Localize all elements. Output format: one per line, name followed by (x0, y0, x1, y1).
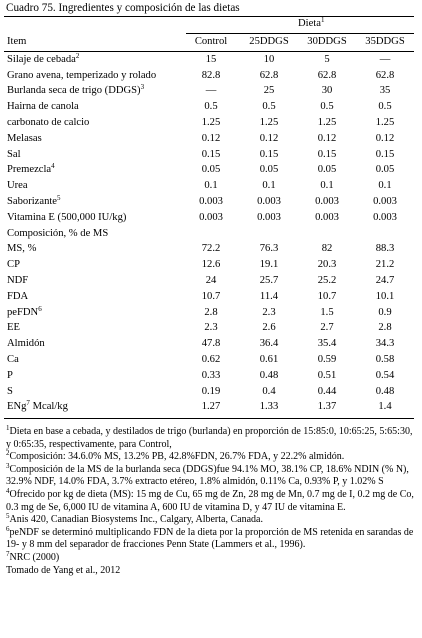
table-cell: 0.62 (201, 354, 221, 366)
table-cell: 1.27 (201, 401, 221, 413)
table-cell: 2.7 (320, 322, 334, 334)
table-cell: — (379, 53, 391, 65)
table-cell: 0.15 (259, 148, 279, 160)
table-cell: 0.4 (262, 385, 276, 397)
footnote (6, 524, 414, 552)
row-label (4, 99, 182, 115)
table-cell: 2.3 (262, 306, 276, 318)
table-row (4, 52, 414, 68)
table-cell: 0.1 (262, 180, 276, 192)
row-label-sup: 7 (26, 399, 30, 408)
table-row (4, 194, 414, 210)
table-cell: 1.25 (375, 117, 395, 129)
table-cell: 20.3 (317, 259, 337, 271)
table-cell: 35.4 (317, 338, 337, 350)
footnote-marker: 7 (6, 549, 10, 558)
table-cell: 88.3 (375, 243, 395, 255)
table-cell: 0.003 (257, 211, 281, 223)
table-cell: 0.003 (199, 211, 223, 223)
table-cell: 19.1 (259, 259, 279, 271)
row-label-sup: 6 (38, 304, 42, 313)
table-cell: 0.15 (375, 148, 395, 160)
row-label-text: Burlanda seca de trigo (DDGS) (7, 85, 141, 97)
table-cell: 62.8 (259, 69, 279, 81)
table-cell (240, 226, 298, 242)
footnote-marker: 1 (6, 424, 10, 432)
row-label (4, 400, 182, 416)
table-row (4, 99, 414, 115)
table-cell: 82.8 (201, 69, 221, 81)
row-label-text: Urea (7, 180, 28, 192)
table-cell: 0.33 (201, 369, 221, 381)
row-label (4, 115, 182, 131)
table-cell: 0.59 (317, 354, 337, 366)
table-cell: 0.61 (259, 354, 279, 366)
footnote-marker: 4 (6, 486, 10, 495)
table-cell: 1.5 (320, 306, 334, 318)
column-header-30ddgs: 30DDGS (307, 35, 347, 47)
table-cell: 0.003 (315, 211, 339, 223)
row-label-text: P (7, 369, 13, 381)
row-label (4, 194, 182, 210)
table-cell: 1.33 (259, 401, 279, 413)
table-cell: 0.003 (199, 196, 223, 208)
footnote-marker: 3 (6, 461, 10, 470)
table-cell: 34.3 (375, 338, 395, 350)
column-header-row (4, 34, 414, 50)
footnote (6, 451, 414, 464)
table-cell: 1.4 (378, 401, 392, 413)
group-header-sup: 1 (320, 16, 325, 24)
table-cell: 2.8 (204, 306, 218, 318)
table-cell: 25.7 (259, 275, 279, 287)
table-cell: 0.1 (320, 180, 334, 192)
table-cell: 30 (321, 85, 333, 97)
group-header-label: Dieta (298, 18, 321, 29)
row-label (4, 210, 182, 226)
table-cell: 0.12 (375, 132, 395, 144)
row-label (4, 384, 182, 400)
table-cell: 0.003 (315, 196, 339, 208)
table-row (4, 289, 414, 305)
row-label (4, 305, 182, 321)
table-row (4, 273, 414, 289)
table-cell: 62.8 (317, 69, 337, 81)
table-cell: 0.003 (257, 196, 281, 208)
row-label-text: MS, % (7, 243, 37, 255)
footnotes (6, 426, 414, 577)
footnote-text: Dieta en base a cebada, y destilados de trigo (burlanda) en proporción de 15:85:0, 10:65:25, 5:65:30, y 0:65:35, respectivamente, para Control, (6, 426, 413, 450)
row-label-text: Premezcla (7, 164, 52, 176)
footnote (6, 461, 414, 489)
table-cell: 0.12 (201, 132, 221, 144)
table-cell: 0.15 (201, 148, 221, 160)
row-label-sup: 3 (140, 83, 145, 92)
row-label (4, 273, 182, 289)
row-label-sup: 4 (51, 162, 55, 171)
data-table (4, 52, 414, 415)
row-label-suffix: Mcal/kg (29, 401, 68, 413)
footnote (6, 426, 414, 451)
row-label-text: FDA (7, 290, 29, 302)
row-label-sup: 2 (75, 51, 80, 60)
footnote-marker: 2 (6, 449, 10, 458)
table-row (4, 210, 414, 226)
table-row (4, 321, 414, 337)
table-cell: 0.05 (259, 164, 279, 176)
row-label-sup: 5 (57, 194, 61, 203)
table-cell: 25 (263, 85, 275, 97)
table-cell: 62.8 (375, 69, 395, 81)
footnote-text: peNDF se determinó multiplicando FDN de la dieta por la proporción de MS retenida en sarandas de 19- y 8 mm del separador de fracciones Penn State (Lammers et al., 1996). (6, 526, 414, 551)
column-header-25ddgs: 25DDGS (249, 35, 289, 47)
footnote-text: Tomado de Yang et al., 2012 (6, 564, 121, 576)
table-cell: 24.7 (375, 275, 395, 287)
table-cell: 0.1 (378, 180, 392, 192)
table-cell: 12.6 (201, 259, 221, 271)
table-cell: 0.15 (317, 148, 337, 160)
table-cell: 5 (324, 53, 330, 65)
table-cell: 0.5 (262, 101, 276, 113)
table-row (4, 352, 414, 368)
row-label (4, 163, 182, 179)
footnote-text: Composición: 34.6.0% MS, 13.2% PB, 42.8%FDN, 26.7% FDA, y 22.2% almidón. (9, 451, 345, 463)
row-label (4, 84, 182, 100)
header-table (4, 34, 414, 50)
row-label (4, 336, 182, 352)
table-cell: 0.51 (317, 369, 337, 381)
table-row (4, 147, 414, 163)
row-label-text: Hairna de canola (7, 101, 79, 113)
group-header (298, 18, 324, 29)
table-cell: 0.44 (317, 385, 337, 397)
column-header-control: Control (194, 35, 228, 47)
row-label-text: Vitamina E (500,000 IU/kg) (7, 211, 127, 223)
row-label (4, 147, 182, 163)
table-cell: 0.58 (375, 354, 395, 366)
table-row (4, 368, 414, 384)
footnote-text: Anis 420, Canadian Biosystems Inc., Calgary, Alberta, Canada. (9, 514, 263, 526)
row-label-text: NDF (7, 275, 29, 287)
table-cell: 0.05 (317, 164, 337, 176)
footnote (6, 565, 414, 578)
row-label (4, 242, 182, 258)
table-cell: 0.05 (201, 164, 221, 176)
footnote (6, 486, 414, 514)
footnote-marker: 5 (6, 512, 10, 521)
table-cell: 21.2 (375, 259, 395, 271)
row-label (4, 52, 182, 68)
row-label-text: ENg (7, 401, 27, 413)
table-row (4, 131, 414, 147)
row-label-text: Almidón (7, 338, 45, 350)
row-label-text: CP (7, 259, 20, 271)
table-cell: 10.7 (317, 290, 337, 302)
footnote-text: Composición de la MS de la burlanda seca (DDGS)fue 94.1% MO, 38.1% CP, 18.6% NDIN (% N), 32.9% NDF, 14.0% FDA, 3.7% extracto etéreo, 1.8% almidón, 0.11% Ca, 0.93% P, y 1.02% S (6, 463, 409, 488)
table-caption: Cuadro 75. Ingredientes y composición de las dietas (6, 2, 240, 14)
table-cell: 1.25 (201, 117, 221, 129)
table-cell: 11.4 (259, 290, 279, 302)
row-label-text: peFDN (7, 306, 39, 318)
row-label (4, 368, 182, 384)
table-row (4, 84, 414, 100)
column-header-35ddgs: 35DDGS (365, 35, 405, 47)
table-cell: 0.5 (204, 101, 218, 113)
table-cell: 0.19 (201, 385, 221, 397)
table-cell: 2.8 (378, 322, 392, 334)
table-cell: 0.54 (375, 369, 395, 381)
row-label-text: Melasas (7, 132, 42, 144)
bottom-rule (4, 418, 414, 419)
table-cell: 0.12 (317, 132, 337, 144)
row-label (4, 178, 182, 194)
row-label-text: Silaje de cebada (7, 53, 76, 65)
table-row (4, 257, 414, 273)
table-cell: 35 (379, 85, 391, 97)
table-cell: 15 (205, 53, 217, 65)
row-label-text: Saborizante (7, 196, 58, 208)
table-cell: 1.25 (259, 117, 279, 129)
table-cell: 82 (321, 243, 333, 255)
table-cell: 0.9 (378, 306, 392, 318)
table-cell: 0.5 (320, 101, 334, 113)
table-cell: 72.2 (201, 243, 221, 255)
row-label (4, 321, 182, 337)
table-row (4, 400, 414, 416)
table-cell: 25.2 (317, 275, 337, 287)
row-label-text: carbonato de calcio (7, 117, 90, 129)
table-cell: 10 (263, 53, 275, 65)
table-cell: 1.37 (317, 401, 337, 413)
table-cell: 10.1 (375, 290, 395, 302)
table-row (4, 226, 414, 242)
footnote-text: Ofrecido por kg de dieta (MS): 15 mg de Cu, 65 mg de Zn, 28 mg de Mn, 0.7 mg de I, 0.2 mg de Co, 0.3 mg de Se, 6,000 IU de vitamina A, 600 IU de vitamina D, y 47 IU de vitamina E. (6, 488, 414, 513)
table-row (4, 178, 414, 194)
table-row (4, 68, 414, 84)
table-cell: 0.12 (259, 132, 279, 144)
table-cell: 0.48 (375, 385, 395, 397)
table-cell: 0.48 (259, 369, 279, 381)
column-header-item: Item (7, 35, 27, 47)
row-label-text: Ca (7, 354, 19, 366)
row-label-text: Sal (7, 148, 21, 160)
footnote (6, 514, 414, 527)
row-label (4, 352, 182, 368)
footnote (6, 549, 414, 565)
table-row (4, 336, 414, 352)
footnote-marker: 6 (6, 524, 10, 533)
table-cell: 0.003 (373, 211, 397, 223)
table-cell: 0.003 (373, 196, 397, 208)
table-row (4, 115, 414, 131)
table-row (4, 242, 414, 258)
table-cell (356, 226, 414, 242)
footnote-text: NRC (2000) (9, 551, 60, 563)
table-cell: 0.1 (204, 180, 218, 192)
row-label (4, 68, 182, 84)
table-cell: 1.25 (317, 117, 337, 129)
table-cell (182, 226, 240, 242)
row-label-text: Composición, % de MS (7, 227, 109, 239)
table-cell: 36.4 (259, 338, 279, 350)
table-cell: 24 (205, 275, 217, 287)
row-label (4, 226, 182, 242)
row-label-text: S (7, 385, 13, 397)
table-cell: — (205, 85, 217, 97)
row-label-text: Grano avena, temperizado y rolado (7, 69, 157, 81)
top-rule (4, 16, 414, 17)
row-label (4, 257, 182, 273)
row-label (4, 289, 182, 305)
table-cell: 47.8 (201, 338, 221, 350)
table-row (4, 305, 414, 321)
table-cell: 0.5 (378, 101, 392, 113)
row-label-text: EE (7, 322, 20, 334)
table-cell: 10.7 (201, 290, 221, 302)
table-cell (298, 226, 356, 242)
table-row (4, 163, 414, 179)
table-cell: 0.05 (375, 164, 395, 176)
table-cell: 2.3 (204, 322, 218, 334)
table-cell: 2.6 (262, 322, 276, 334)
row-label (4, 131, 182, 147)
table-cell: 76.3 (259, 243, 279, 255)
table-row (4, 384, 414, 400)
